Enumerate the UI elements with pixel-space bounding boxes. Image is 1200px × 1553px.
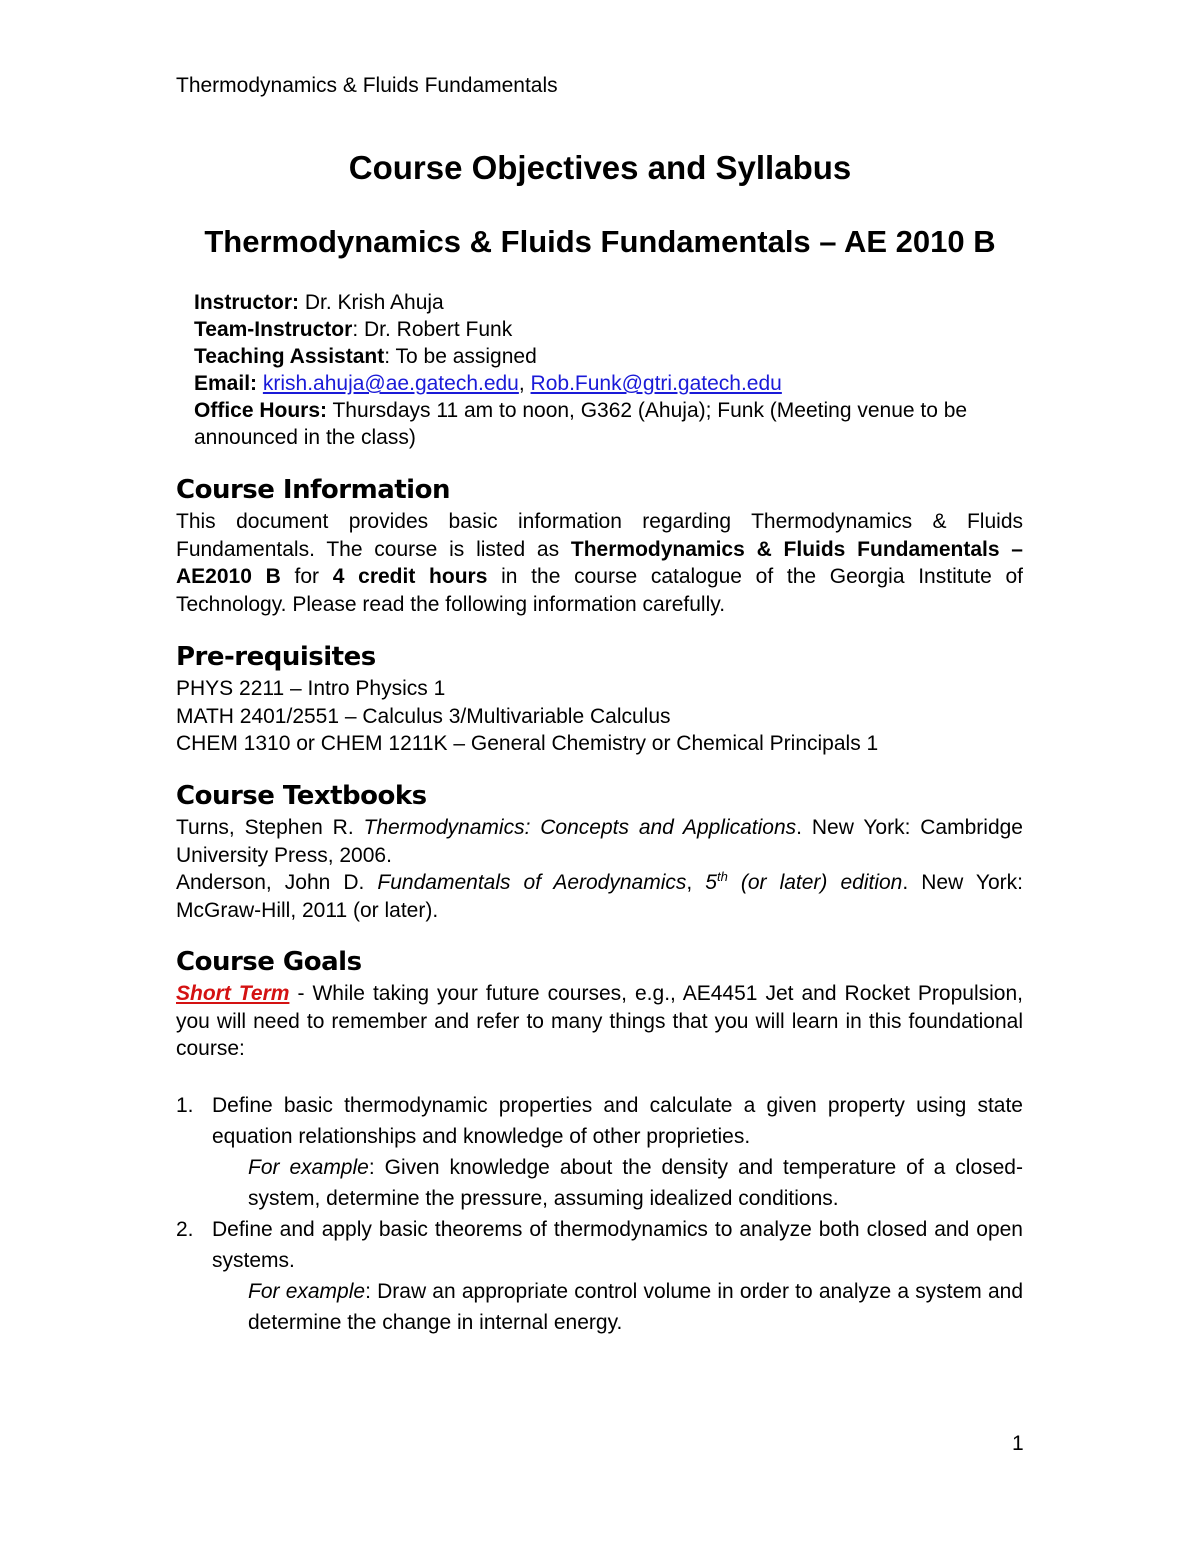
textbook-2-title: Fundamentals of Aerodynamics — [377, 871, 687, 894]
course-information-section — [176, 474, 1023, 618]
course-information-body — [176, 508, 1023, 618]
textbook-1-title: Thermodynamics: Concepts and Applications — [363, 816, 797, 839]
course-name-bold: Thermodynamics & Fluids Fundamentals – AE2010 B — [176, 537, 1023, 588]
instructor-label: Instructor: — [194, 291, 299, 314]
textbook-2-edition-number: 5 — [705, 871, 717, 894]
ta-value: : To be assigned — [384, 345, 537, 368]
goal-example — [212, 1152, 1023, 1214]
textbook-2 — [176, 869, 1023, 924]
example-text: : Given knowledge about the density and temperature of a closed-system, determine the pressure, assuming idealized conditions. — [248, 1155, 1023, 1210]
list-item — [176, 1090, 1023, 1214]
staff-info — [194, 289, 1024, 451]
prerequisites-section — [176, 641, 1023, 758]
textbook-1-publisher: . New York: Cambridge University Press, 2006. — [176, 816, 1023, 867]
textbook-2-edition-suffix: th — [716, 869, 728, 884]
textbook-1-author: Turns, Stephen R. — [176, 816, 364, 839]
email-link-funk[interactable]: Rob.Funk@gtri.gatech.edu — [530, 372, 782, 395]
course-information-heading: Course Information — [176, 475, 450, 505]
goal-number: 1. — [176, 1093, 194, 1117]
short-term-text: - While taking your future courses, e.g., AE4451 Jet and Rocket Propulsion, you will need to remember and refer to many things that you will learn in this foundational course: — [176, 982, 1023, 1060]
course-goals-heading: Course Goals — [176, 947, 362, 977]
list-item — [176, 1214, 1023, 1338]
goal-example — [212, 1276, 1023, 1338]
ta-line — [194, 343, 1024, 370]
email-label: Email: — [194, 372, 258, 395]
example-text: : Draw an appropriate control volume in order to analyze a system and determine the change in internal energy. — [248, 1279, 1023, 1334]
textbook-2-author: Anderson, John D. — [176, 871, 378, 894]
team-instructor-line — [194, 316, 1024, 343]
team-instructor-label: Team-Instructor — [194, 318, 353, 341]
prerequisite-item: CHEM 1310 or CHEM 1211K – General Chemistry or Chemical Principals 1 — [176, 732, 879, 755]
textbook-2-edition-text: (or later) edition — [727, 871, 903, 894]
example-label: For example — [248, 1279, 366, 1303]
instructor-line — [194, 289, 1024, 316]
goal-number: 2. — [176, 1217, 194, 1241]
course-info-text-2: for — [280, 565, 333, 588]
textbook-1 — [176, 814, 1023, 869]
prerequisite-item: MATH 2401/2551 – Calculus 3/Multivariable Calculus — [176, 704, 671, 728]
prerequisite-item: PHYS 2211 – Intro Physics 1 — [176, 677, 446, 700]
textbook-2-publisher: . New York: McGraw-Hill, 2011 (or later). — [176, 871, 1023, 922]
textbooks-section — [176, 780, 1023, 924]
office-hours-value: Thursdays 11 am to noon, G362 (Ahuja); Funk (Meeting venue to be announced in the class) — [194, 399, 968, 449]
short-term-paragraph — [176, 980, 1023, 1063]
course-goals-section — [176, 946, 1023, 1338]
course-info-text-3: in the course catalogue of the Georgia Institute of Technology. Please read the following information carefully. — [176, 565, 1024, 616]
instructor-value: Dr. Krish Ahuja — [299, 291, 444, 314]
credit-hours-bold: 4 credit hours — [332, 565, 488, 588]
running-header: Thermodynamics & Fluids Fundamentals — [176, 74, 558, 97]
goals-list — [176, 1090, 1023, 1338]
prerequisites-heading: Pre-requisites — [176, 642, 376, 672]
email-link-ahuja[interactable]: krish.ahuja@ae.gatech.edu — [262, 372, 519, 395]
course-info-text-1: This document provides basic information regarding Thermodynamics & Fluids Fundamentals. The course is listed as — [176, 510, 1023, 561]
page-number: 1 — [1012, 1432, 1024, 1455]
email-separator: , — [518, 372, 531, 395]
short-term-label: Short Term — [176, 982, 290, 1005]
email-line — [194, 370, 1024, 397]
team-instructor-value: : Dr. Robert Funk — [352, 318, 513, 341]
ta-label: Teaching Assistant — [194, 345, 385, 368]
office-hours-line — [194, 397, 1024, 451]
course-subtitle: Thermodynamics & Fluids Fundamentals – AE 2010 B — [204, 224, 996, 259]
goal-text: Define basic thermodynamic properties and calculate a given property using state equation relationships and knowledge of other proprieties. — [212, 1093, 1023, 1148]
goal-text: Define and apply basic theorems of thermodynamics to analyze both closed and open systems. — [212, 1217, 1023, 1272]
office-hours-label: Office Hours: — [194, 399, 328, 422]
page-title: Course Objectives and Syllabus — [348, 149, 852, 186]
textbooks-heading: Course Textbooks — [176, 781, 427, 811]
example-label: For example — [248, 1155, 369, 1179]
textbook-2-separator: , — [686, 871, 706, 894]
